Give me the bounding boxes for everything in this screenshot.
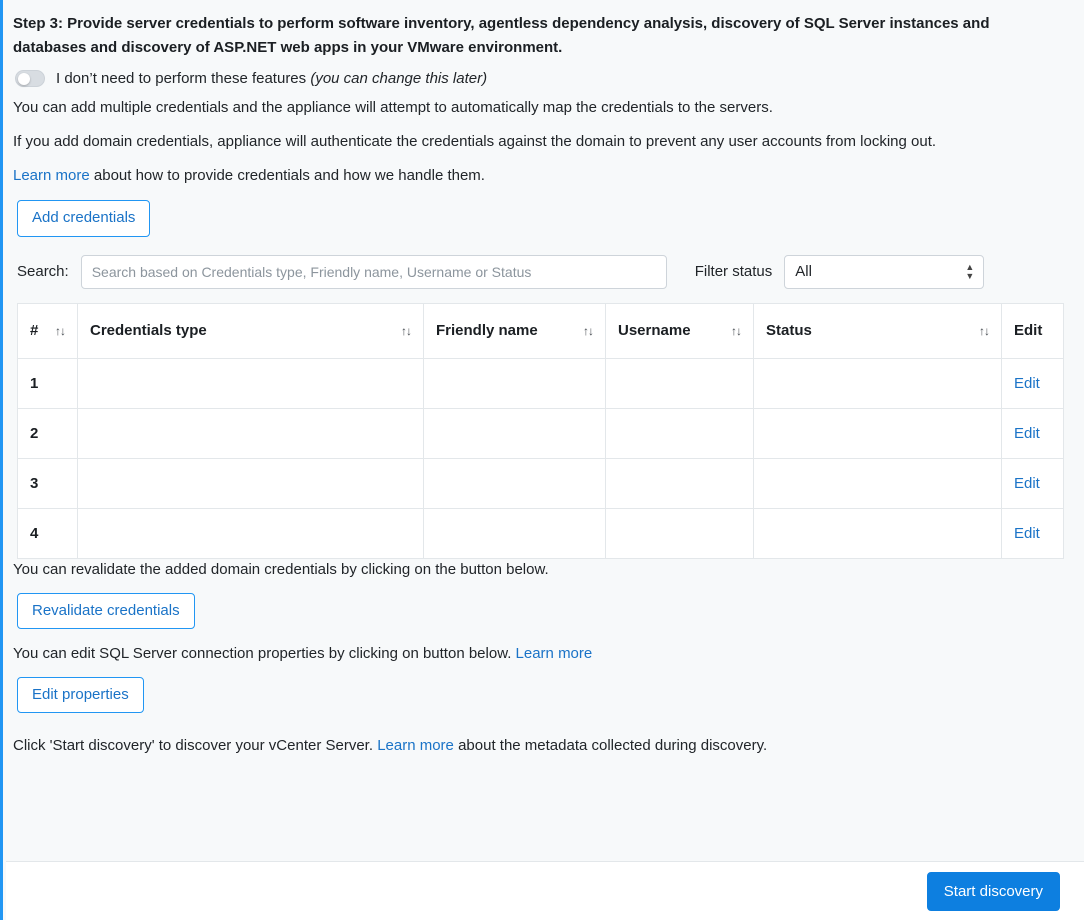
table-row (18, 508, 1064, 558)
column-header-credentials-type (78, 303, 424, 358)
revalidate-credentials-button[interactable]: Revalidate credentials (17, 593, 195, 630)
edit-properties-learn-more-link[interactable]: Learn more (515, 645, 593, 662)
sort-icon[interactable]: ↑↓ (401, 323, 411, 338)
column-header-username-label: Username (618, 322, 691, 340)
edit-link[interactable]: Edit (1014, 474, 1040, 492)
cell-credentials-type (78, 458, 424, 508)
column-header-status-label: Status (766, 322, 812, 340)
table-body (18, 358, 1064, 558)
start-discovery-help-suffix: about the metadata collected during discovery. (453, 737, 768, 755)
cell-edit (1002, 458, 1064, 508)
column-header-index-label: # (30, 322, 39, 340)
table-row (18, 408, 1064, 458)
credentials-help-suffix: about how to provide credentials and how we handle them. (89, 166, 485, 184)
column-header-status (754, 303, 1002, 358)
cell-username (606, 358, 754, 408)
search-label: Search: (17, 263, 69, 281)
table-row (18, 458, 1064, 508)
skip-features-toggle-label (56, 70, 487, 87)
cell-index: 2 (18, 408, 78, 458)
cell-status (754, 508, 1002, 558)
page-content (3, 0, 1084, 757)
search-filter-row (17, 255, 1064, 289)
cell-status (754, 358, 1002, 408)
start-discovery-help-prefix: Click 'Start discovery' to discover your vCenter Server. (13, 737, 378, 755)
edit-link[interactable]: Edit (1014, 424, 1040, 442)
cell-credentials-type (78, 508, 424, 558)
chevron-updown-icon: ▲ ▼ (965, 261, 975, 281)
discovery-learn-more-link[interactable]: Learn more (377, 737, 454, 755)
edit-properties-help-prefix: You can edit SQL Server connection properties by clicking on button below. (13, 645, 516, 662)
sort-icon[interactable]: ↑↓ (731, 323, 741, 338)
add-credentials-wrap (17, 200, 1064, 237)
column-header-friendly-name (424, 303, 606, 358)
edit-properties-help-text (13, 643, 953, 665)
filter-status-label: Filter status (694, 263, 773, 281)
edit-link[interactable]: Edit (1014, 374, 1040, 392)
sort-icon[interactable]: ↑↓ (583, 323, 593, 338)
footer-bar (6, 861, 1084, 920)
filter-status-select-wrap (784, 255, 984, 289)
cell-credentials-type (78, 358, 424, 408)
edit-properties-wrap (17, 677, 1064, 714)
revalidate-credentials-wrap (17, 593, 1064, 630)
toggle-label-main: I don’t need to perform these features (56, 70, 311, 87)
column-header-credentials-type-label: Credentials type (90, 322, 207, 340)
cell-index: 4 (18, 508, 78, 558)
cell-friendly-name (424, 358, 606, 408)
start-discovery-button[interactable]: Start discovery (927, 872, 1060, 911)
skip-features-toggle-row (15, 70, 1064, 87)
sort-icon[interactable]: ↑↓ (55, 323, 65, 338)
page-title: Step 3: Provide server credentials to perform software inventory, agentless dependency analysis, discovery of SQL Server instances and databases and discovery of ASP.NET web apps in your VMware environment. (13, 15, 990, 56)
cell-username (606, 458, 754, 508)
cell-friendly-name (424, 508, 606, 558)
cell-index: 3 (18, 458, 78, 508)
filter-status-select[interactable] (784, 255, 984, 289)
cell-credentials-type (78, 408, 424, 458)
column-header-index (18, 303, 78, 358)
sort-icon[interactable]: ↑↓ (979, 323, 989, 338)
column-header-friendly-name-label: Friendly name (436, 322, 538, 340)
credentials-help-text (13, 165, 953, 187)
cell-edit (1002, 408, 1064, 458)
toggle-knob (18, 73, 30, 85)
table-header-row (18, 303, 1064, 358)
cell-edit (1002, 358, 1064, 408)
column-header-username (606, 303, 754, 358)
cell-friendly-name (424, 408, 606, 458)
domain-credentials-text: If you add domain credentials, appliance will authenticate the credentials against the domain to prevent any user accounts from locking out. (13, 132, 937, 150)
column-header-edit (1002, 303, 1064, 358)
cell-friendly-name (424, 458, 606, 508)
edit-link[interactable]: Edit (1014, 524, 1040, 542)
add-credentials-button[interactable]: Add credentials (17, 200, 150, 237)
start-discovery-help-text (13, 735, 953, 757)
column-header-edit-label: Edit (1014, 322, 1043, 340)
credentials-learn-more-link[interactable]: Learn more (13, 166, 90, 184)
cell-username (606, 508, 754, 558)
cell-username (606, 408, 754, 458)
edit-properties-button[interactable]: Edit properties (17, 677, 144, 714)
cell-edit (1002, 508, 1064, 558)
skip-features-toggle[interactable] (15, 70, 45, 87)
toggle-label-note: (you can change this later) (310, 70, 488, 87)
multiple-credentials-text: You can add multiple credentials and the appliance will attempt to automatically map the credentials to the servers. (13, 99, 773, 116)
cell-status (754, 458, 1002, 508)
revalidate-help-text: You can revalidate the added domain credentials by clicking on the button below. (13, 560, 549, 578)
cell-index: 1 (18, 358, 78, 408)
cell-status (754, 408, 1002, 458)
credentials-table (17, 303, 1064, 559)
search-input[interactable] (81, 255, 667, 289)
table-header (18, 303, 1064, 358)
table-row (18, 358, 1064, 408)
